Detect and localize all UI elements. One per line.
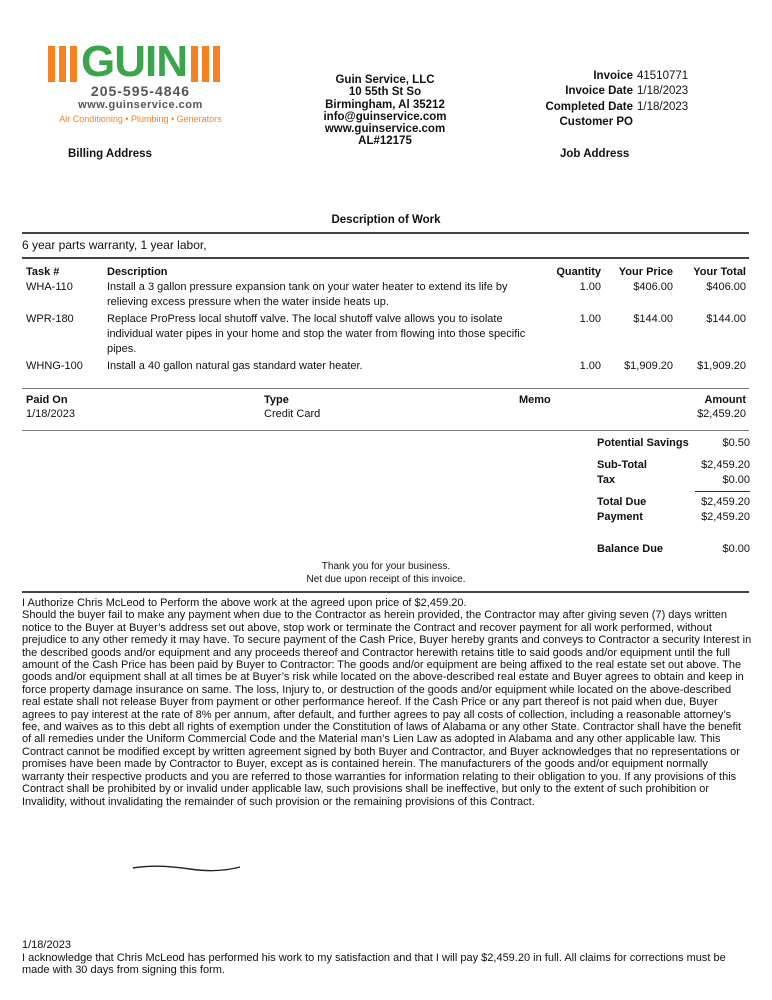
- logo-bars-right: [191, 46, 220, 82]
- divider: [22, 591, 749, 593]
- invoice-meta: [500, 69, 688, 131]
- description-of-work-heading: Description of Work: [331, 214, 441, 226]
- company-website: www.guinservice.com: [324, 123, 446, 136]
- potential-savings-value: $0.50: [722, 437, 750, 449]
- warranty-note: 6 year parts warranty, 1 year labor,: [22, 238, 207, 252]
- price-header: Your Price: [618, 266, 673, 278]
- task-description: Install a 40 gallon natural gas standard water heater.: [107, 360, 363, 372]
- table-row: [22, 406, 750, 422]
- subtotal-value: $2,459.20: [701, 458, 750, 471]
- task-number: WPR-180: [26, 313, 74, 325]
- payment-label: Payment: [597, 511, 643, 523]
- invoice-date: 1/18/2023: [637, 85, 689, 98]
- invoice-number-row: [500, 69, 688, 84]
- task-quantity: 1.00: [579, 360, 601, 372]
- task-description: Replace ProPress local shutoff valve. The local shutoff valve allows you to isolate individual water pipes in your home and stop the water from flowing into those specific pipes.: [107, 313, 526, 355]
- payment-value: $2,459.20: [701, 511, 750, 523]
- table-row: [22, 359, 750, 376]
- customer-po-label: Customer PO: [559, 116, 633, 129]
- task-number: WHA-110: [26, 281, 73, 293]
- potential-savings-row: [597, 436, 750, 452]
- table-row: [22, 312, 750, 359]
- contract-terms: Should the buyer fail to make any payment when due to the Contractor as herein provided, the Contractor may after giving seven (7) days written notice to the Buyer at Buyer’s address set out above, stop work or terminate the Contract and recover payment for all work performed, without prejudice to any other remedy it may have. To secure payment of the Cash Price, Buyer hereby grants and conveys to Contractor a security Interest in the described goods and/or equipment and any proceeds thereof and Contractor herewith retains title to said goods and/or equipment until the full amount of the Cash Price has been paid by Buyer to Contractor: The goods and/or equipment are being affixed to the real estate set out above. The goods and/or equipment shall at all times be at Buyer’s risk while located on the above-described real estate and Buyer agrees to obtain and keep in force property damage insurance on same. The loss, Injury to, or destruction of the goods and/or equipment while located on the above-described real estate shall not release Buyer from payment or other performance hereof. If the Cash Price or any part thereof is not paid when due, Buyer agrees to pay interest at the rate of 8% per annum, after default, and further agrees to pay all costs of collection, including a reasonable attorney’s fee, and waives as to this debt all rights of exemption under the Constitution of laws of Alabama or any other State. Contractor shall have the benefit of all remedies under the Uniform Commercial Code and the Material man’s Lien Law as adopted in Alabama and any other applicable law. This Contract cannot be modified except by written agreement signed by both Buyer and Contractor, and Buyer acknowledges that no representations or promises have been made by Contractor to Buyer, except as is contained herein. The manufacturers of the goods and/or equipment normally warranty their respective products and you are referred to those warranties for information relating to their obligation to you. If any provisions of this Contract shall be prohibited by or invalid under applicable law, such provisions shall be ineffective, but only to the extent of such prohibition or Invalidity, without invalidating the remainder of such provision or the remaining provisions of this Contract.: [22, 609, 752, 808]
- invoice-number: 41510771: [637, 70, 689, 82]
- invoice-date-label: Invoice Date: [565, 85, 633, 98]
- total-due-value: $2,459.20: [701, 495, 750, 508]
- totals-block: [597, 436, 750, 557]
- task-quantity: 1.00: [579, 313, 601, 325]
- company-license: AL#12175: [358, 135, 412, 148]
- payment-memo: [515, 406, 635, 422]
- customer-signature: [130, 860, 245, 876]
- balance-due-row: [597, 542, 750, 558]
- terms-line: Net due upon receipt of this invoice.: [306, 574, 466, 585]
- thank-you-line: Thank you for your business.: [321, 561, 451, 572]
- company-logo: [48, 37, 233, 124]
- company-info: [300, 74, 470, 148]
- balance-due-value: $0.00: [722, 542, 750, 555]
- completed-date-label: Completed Date: [545, 100, 633, 113]
- payment-type: Credit Card: [264, 408, 321, 420]
- task-number: WHNG-100: [26, 360, 83, 372]
- divider: [22, 430, 749, 431]
- tax-value: $0.00: [722, 474, 750, 486]
- tasks-header-row: [22, 266, 750, 280]
- logo-website: www.guinservice.com: [78, 99, 203, 111]
- tasks-table: [22, 266, 750, 376]
- job-address-label: Job Address: [560, 148, 630, 160]
- logo-bars-left: [48, 46, 77, 82]
- acknowledgement-text: I acknowledge that Chris McLeod has performed his work to my satisfaction and that I will pay $2,459.20 in full. All claims for corrections must be made with 30 days from signing this form.: [22, 951, 726, 977]
- task-price: $406.00: [633, 281, 673, 293]
- invoice-date-row: [500, 84, 688, 99]
- signature-date: 1/18/2023: [22, 939, 71, 951]
- company-street: 10 55th St So: [348, 86, 422, 99]
- payments-header-row: [22, 394, 750, 406]
- description-header: Description: [107, 266, 168, 278]
- logo-wordmark: [48, 37, 233, 86]
- quantity-header: Quantity: [556, 266, 601, 278]
- subtotal-row: [597, 458, 750, 474]
- company-city: Birmingham, Al 35212: [325, 98, 445, 111]
- task-quantity: 1.00: [579, 281, 601, 293]
- total-header: Your Total: [693, 266, 746, 278]
- thank-you-note: [0, 560, 772, 586]
- potential-savings-label: Potential Savings: [597, 437, 689, 449]
- divider: [22, 388, 749, 389]
- memo-header: Memo: [519, 394, 551, 406]
- task-number-header: Task #: [26, 266, 60, 278]
- subtotal-label: Sub-Total: [597, 458, 647, 471]
- customer-po-row: [500, 115, 688, 130]
- logo-phone: 205-595-4846: [90, 83, 191, 99]
- tax-row: [597, 473, 750, 489]
- task-total: $144.00: [706, 313, 746, 325]
- amount-header: Amount: [704, 394, 746, 406]
- balance-due-label: Balance Due: [597, 542, 664, 555]
- paid-on: 1/18/2023: [26, 408, 75, 420]
- completed-date-row: [500, 100, 688, 115]
- totals-divider: [695, 491, 750, 492]
- task-description: Install a 3 gallon pressure expansion tank on your water heater to extend its life by relieving excess pressure when the water inside heats up.: [107, 281, 508, 308]
- divider: [22, 232, 749, 234]
- payments-table: [22, 394, 750, 422]
- task-total: $406.00: [706, 281, 746, 293]
- legal-terms: [22, 597, 752, 808]
- payment-amount: $2,459.20: [697, 408, 746, 420]
- table-row: [22, 280, 750, 312]
- billing-address-label: Billing Address: [68, 148, 152, 160]
- authorization-statement: I Authorize Chris McLeod to Perform the above work at the agreed upon price of $2,459.20.: [22, 597, 467, 609]
- task-price: $144.00: [633, 313, 673, 325]
- invoice-number-label: Invoice: [593, 70, 633, 82]
- task-total: $1,909.20: [697, 360, 746, 372]
- logo-tagline: Air Conditioning • Plumbing • Generators: [59, 114, 222, 124]
- divider: [22, 257, 749, 259]
- total-due-label: Total Due: [597, 495, 647, 508]
- tax-label: Tax: [597, 474, 616, 486]
- task-price: $1,909.20: [624, 360, 673, 372]
- type-header: Type: [264, 394, 289, 406]
- company-name: Guin Service, LLC: [335, 74, 435, 86]
- acknowledgement: [22, 939, 752, 977]
- total-due-row: [597, 495, 750, 511]
- payment-row: [597, 510, 750, 526]
- completed-date: 1/18/2023: [637, 100, 689, 113]
- company-email: info@guinservice.com: [323, 110, 447, 123]
- logo-text: GUIN: [81, 37, 187, 86]
- paid-on-header: Paid On: [26, 394, 68, 406]
